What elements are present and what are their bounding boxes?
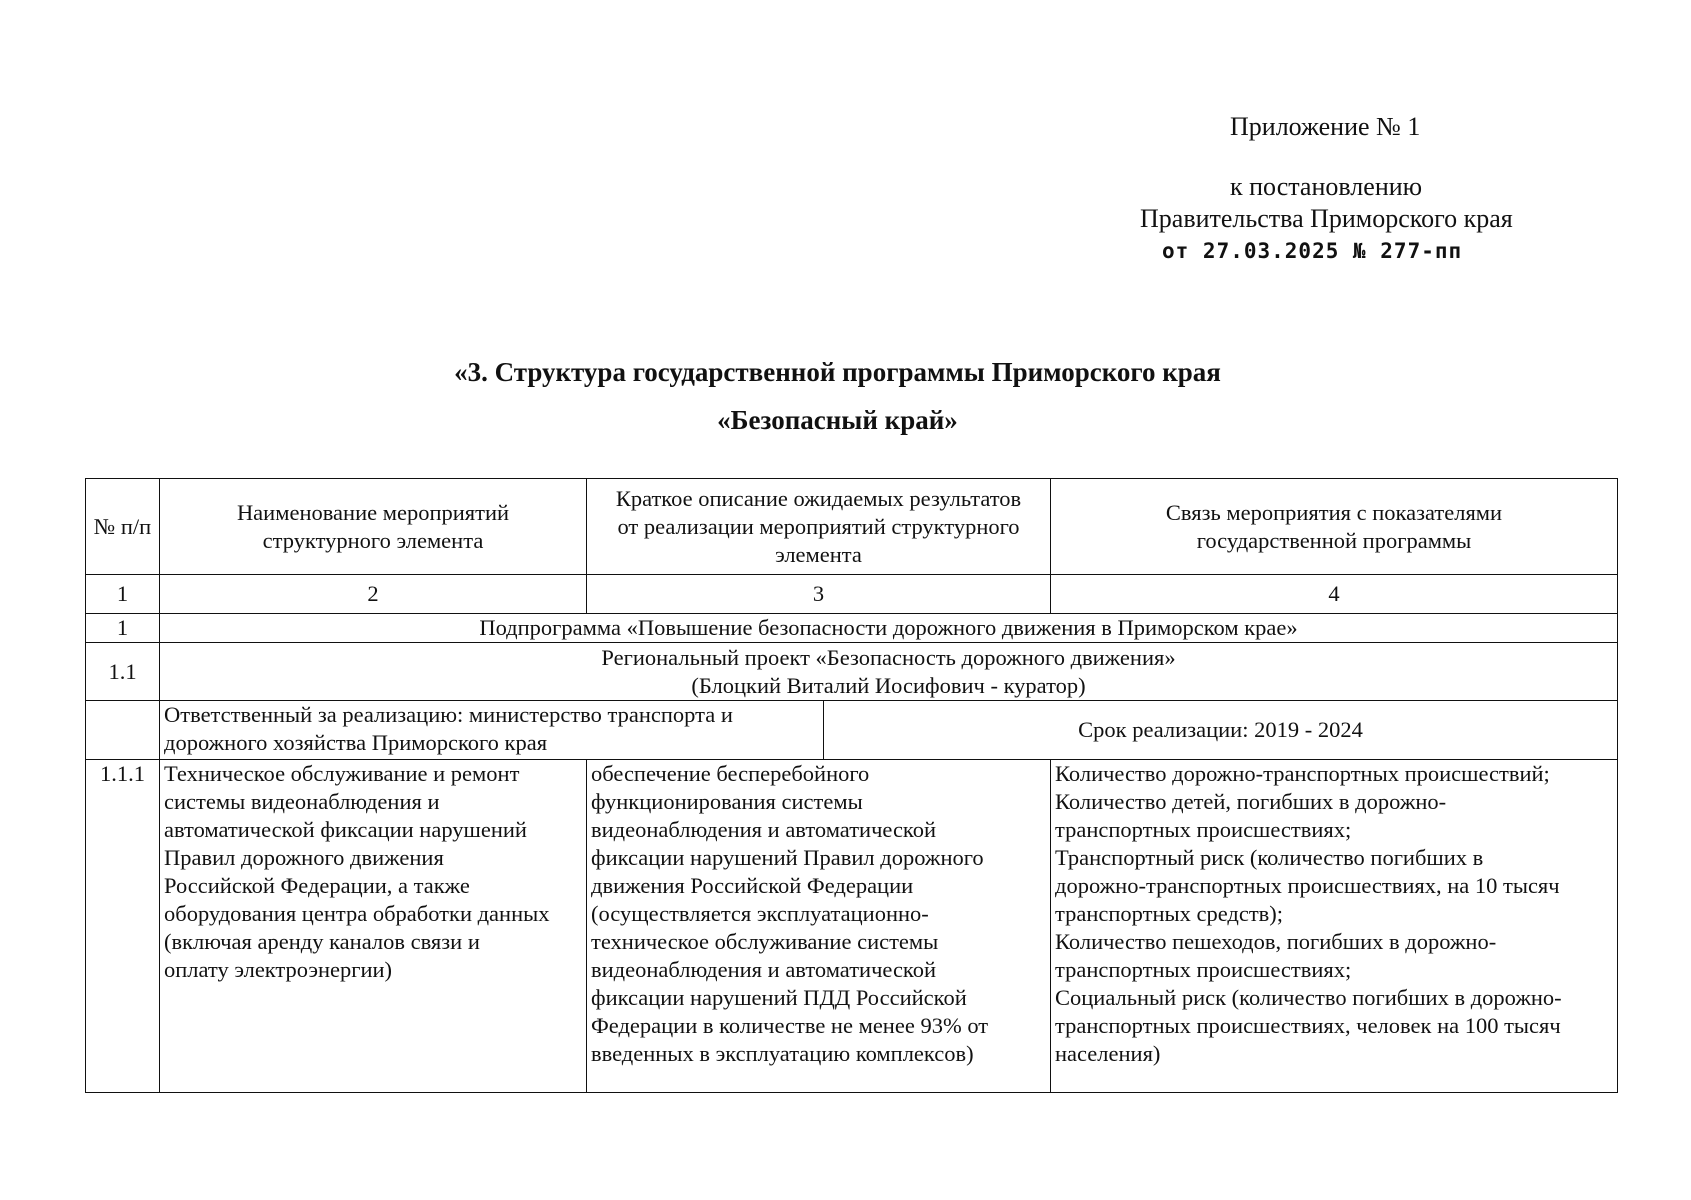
row-description: обеспечение бесперебойного функционирования системы видеонаблюдения и автоматической фиксации нарушений Правил дорожного движения Российской Федерации (осуществляется эксплуатационно- техническое обслуживание системы видеонаблюдения и автоматической фиксации нарушений ПДД Российской Федерации в количестве не менее 93% от введенных в эксплуатацию комплексов) <box>587 760 1051 1093</box>
subprogram-number: 1 <box>86 614 160 643</box>
to-decree-label: к постановлению <box>1230 172 1423 201</box>
header-cell-number: № п/п <box>86 479 160 575</box>
header-cell-name: Наименование мероприятий структурного элемента <box>160 479 587 575</box>
row-indicators: Количество дорожно-транспортных происшествий; Количество детей, погибших в дорожно- транспортных происшествиях; Транспортный риск (количество погибших в дорожно-транспортных происшествиях, на 10 тысяч транспортных средств); Количество пешеходов, погибших в дорожно- транспортных происшествиях; Социальный риск (количество погибших в дорожно- транспортных происшествиях, человек на 100 тысяч населения) <box>1051 760 1618 1093</box>
column-number: 2 <box>160 575 587 614</box>
project-title: Региональный проект «Безопасность дорожного движения» (Блоцкий Виталий Иосифович - куратор) <box>160 643 1618 701</box>
column-number: 3 <box>587 575 1051 614</box>
project-number: 1.1 <box>86 643 160 701</box>
document-title: «3. Структура государственной программы Приморского края <box>454 357 1221 387</box>
row-number: 1.1.1 <box>86 760 160 1093</box>
column-number: 1 <box>86 575 160 614</box>
implementation-period: Срок реализации: 2019 - 2024 <box>1078 717 1363 742</box>
appendix-number: Приложение № 1 <box>1230 112 1421 141</box>
project-row <box>86 643 1618 701</box>
column-number-row <box>86 575 1618 614</box>
responsible-party: Ответственный за реализацию: министерство транспорта и дорожного хозяйства Приморского края <box>160 701 824 759</box>
government-label: Правительства Приморского края <box>1140 204 1513 233</box>
subprogram-title: Подпрограмма «Повышение безопасности дорожного движения в Приморском крае» <box>160 614 1618 643</box>
responsible-cell <box>160 701 1618 760</box>
program-structure-table <box>85 478 1618 1093</box>
program-name: «Безопасный край» <box>717 405 958 435</box>
header-cell-description: Краткое описание ожидаемых результатов от реализации мероприятий структурного элемента <box>587 479 1051 575</box>
header-cell-indicators: Связь мероприятия с показателями государственной программы <box>1051 479 1618 575</box>
responsible-row <box>86 701 1618 760</box>
row-activity-name: Техническое обслуживание и ремонт системы видеонаблюдения и автоматической фиксации нарушений Правил дорожного движения Российской Федерации, а также оборудования центра обработки данных (включая аренду каналов связи и оплату электроэнергии) <box>160 760 587 1093</box>
subprogram-row <box>86 614 1618 643</box>
responsible-empty-cell <box>86 701 160 760</box>
decree-reference: от 27.03.2025 № 277-пп <box>1162 239 1463 263</box>
table-row <box>86 760 1618 1093</box>
column-number: 4 <box>1051 575 1618 614</box>
table-header-row <box>86 479 1618 575</box>
